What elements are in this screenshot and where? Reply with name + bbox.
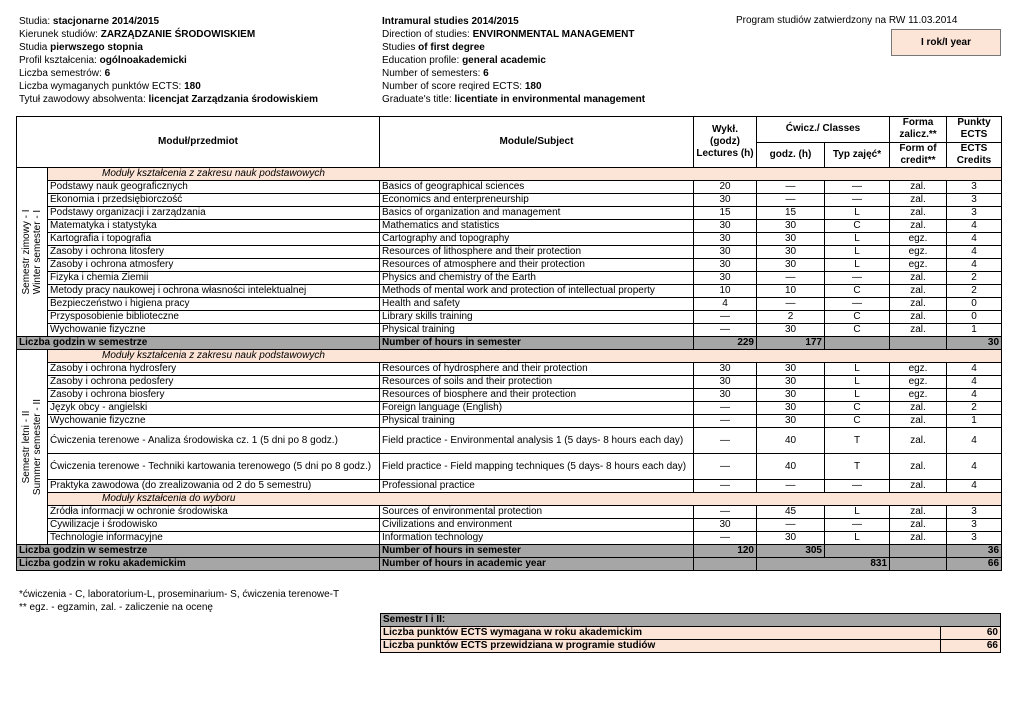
class-hours: — bbox=[757, 298, 825, 311]
course-name-pl: Źródła informacji w ochronie środowiska bbox=[48, 506, 380, 519]
winter-semester-label: Semestr zimowy - I Winter semester - I bbox=[17, 168, 48, 337]
col-form-en: Form of credit** bbox=[890, 142, 947, 168]
credit-form: zal. bbox=[890, 324, 947, 337]
credit-form: zal. bbox=[890, 298, 947, 311]
lecture-hours: 30 bbox=[694, 272, 757, 285]
course-row bbox=[17, 233, 1002, 246]
lecture-hours: 30 bbox=[694, 194, 757, 207]
year-total-label-pl: Liczba godzin w roku akademickim bbox=[17, 558, 380, 571]
credit-form: zal. bbox=[890, 506, 947, 519]
course-name-en: Economics and enterpreneurship bbox=[380, 194, 694, 207]
course-name-pl: Podstawy organizacji i zarządzania bbox=[48, 207, 380, 220]
ects-credits: 4 bbox=[947, 246, 1002, 259]
col-module-en: Module/Subject bbox=[380, 117, 694, 168]
ects-credits: 2 bbox=[947, 285, 1002, 298]
class-type: — bbox=[825, 272, 890, 285]
class-type: C bbox=[825, 324, 890, 337]
credit-form: zal. bbox=[890, 207, 947, 220]
lecture-hours: — bbox=[694, 428, 757, 454]
ects-credits: 3 bbox=[947, 207, 1002, 220]
col-ects-pl: Punkty ECTS bbox=[947, 117, 1002, 143]
course-name-en: Mathematics and statistics bbox=[380, 220, 694, 233]
class-hours: 10 bbox=[757, 285, 825, 298]
course-name-en: Methods of mental work and protection of intellectual property bbox=[380, 285, 694, 298]
class-type: T bbox=[825, 454, 890, 480]
class-hours: 40 bbox=[757, 454, 825, 480]
course-name-pl: Technologie informacyjne bbox=[48, 532, 380, 545]
class-hours: 30 bbox=[757, 259, 825, 272]
course-name-en: Library skills training bbox=[380, 311, 694, 324]
col-type: Typ zajęć* bbox=[825, 142, 890, 168]
class-type: L bbox=[825, 259, 890, 272]
course-name-en: Basics of geographical sciences bbox=[380, 181, 694, 194]
lecture-hours: — bbox=[694, 532, 757, 545]
class-type: C bbox=[825, 311, 890, 324]
ects-credits: 4 bbox=[947, 389, 1002, 402]
winter-total-label-en: Number of hours in semester bbox=[380, 337, 694, 350]
col-classes: Ćwicz./ Classes bbox=[757, 117, 890, 143]
class-hours: — bbox=[757, 480, 825, 493]
summary-required-label: Liczba punktów ECTS wymagana w roku akademickim bbox=[381, 627, 941, 640]
lecture-hours: 30 bbox=[694, 220, 757, 233]
course-name-pl: Ćwiczenia terenowe - Techniki kartowania terenowego (5 dni po 8 godz.) bbox=[48, 454, 380, 480]
course-name-pl: Język obcy - angielski bbox=[48, 402, 380, 415]
course-name-en: Resources of biosphere and their protection bbox=[380, 389, 694, 402]
ects-credits: 4 bbox=[947, 428, 1002, 454]
course-name-en: Professional practice bbox=[380, 480, 694, 493]
credit-form: egz. bbox=[890, 233, 947, 246]
class-type: L bbox=[825, 532, 890, 545]
ects-credits: 3 bbox=[947, 194, 1002, 207]
header-polish: Studia: stacjonarne 2014/2015 Kierunek studiów: ZARZĄDZANIE ŚRODOWISKIEM Studia pierwszego stopnia Profil kształcenia: ogólnoakademicki Liczba semestrów: 6 Liczba wymaganych punktów ECTS: 180 Tytuł zawodowy absolwenta: licencjat Zarządzania środowiskiem bbox=[19, 16, 319, 105]
winter-total-lectures: 229 bbox=[694, 337, 757, 350]
footnote-class-types: *ćwiczenia - C, laboratorium-L, proseminarium- S, ćwiczenia terenowe-T bbox=[19, 589, 340, 600]
course-name-en: Resources of lithosphere and their protection bbox=[380, 246, 694, 259]
course-row bbox=[17, 194, 1002, 207]
credit-form: zal. bbox=[890, 272, 947, 285]
course-name-pl: Praktyka zawodowa (do zrealizowania od 2 do 5 semestru) bbox=[48, 480, 380, 493]
credit-form: zal. bbox=[890, 285, 947, 298]
class-type: L bbox=[825, 376, 890, 389]
course-row bbox=[17, 246, 1002, 259]
credit-form: zal. bbox=[890, 220, 947, 233]
course-row bbox=[17, 376, 1002, 389]
course-name-en: Foreign language (English) bbox=[380, 402, 694, 415]
lecture-hours: 30 bbox=[694, 246, 757, 259]
course-name-en: Cartography and topography bbox=[380, 233, 694, 246]
year-total-ects: 66 bbox=[947, 558, 1002, 571]
class-hours: 30 bbox=[757, 415, 825, 428]
course-name-pl: Cywilizacje i środowisko bbox=[48, 519, 380, 532]
class-hours: 15 bbox=[757, 207, 825, 220]
class-type: — bbox=[825, 480, 890, 493]
class-hours: 30 bbox=[757, 220, 825, 233]
ects-credits: 4 bbox=[947, 363, 1002, 376]
winter-total bbox=[17, 337, 1002, 350]
credit-form: zal. bbox=[890, 454, 947, 480]
summer-semester bbox=[17, 350, 1002, 545]
ects-credits: 4 bbox=[947, 259, 1002, 272]
lecture-hours: — bbox=[694, 324, 757, 337]
year-badge: I rok/I year bbox=[891, 29, 1001, 56]
col-lectures: Wykł. (godz) Lectures (h) bbox=[694, 117, 757, 168]
course-name-pl: Wychowanie fizyczne bbox=[48, 415, 380, 428]
ects-credits: 4 bbox=[947, 480, 1002, 493]
course-row bbox=[17, 389, 1002, 402]
summer-total-label-en: Number of hours in semester bbox=[380, 545, 694, 558]
col-form-pl: Forma zalicz.** bbox=[890, 117, 947, 143]
course-row bbox=[17, 259, 1002, 272]
col-hours: godz. (h) bbox=[757, 142, 825, 168]
course-name-pl: Przysposobienie biblioteczne bbox=[48, 311, 380, 324]
credit-form: zal. bbox=[890, 402, 947, 415]
class-type: — bbox=[825, 298, 890, 311]
ects-credits: 3 bbox=[947, 181, 1002, 194]
course-name-pl: Ćwiczenia terenowe - Analiza środowiska cz. 1 (5 dni po 8 godz.) bbox=[48, 428, 380, 454]
course-name-pl: Zasoby i ochrona litosfery bbox=[48, 246, 380, 259]
class-hours: — bbox=[757, 181, 825, 194]
credit-form: zal. bbox=[890, 194, 947, 207]
lecture-hours: 30 bbox=[694, 363, 757, 376]
class-hours: — bbox=[757, 519, 825, 532]
course-row bbox=[17, 311, 1002, 324]
course-name-pl: Zasoby i ochrona hydrosfery bbox=[48, 363, 380, 376]
lecture-hours: — bbox=[694, 454, 757, 480]
class-type: L bbox=[825, 246, 890, 259]
ects-credits: 2 bbox=[947, 402, 1002, 415]
ects-credits: 1 bbox=[947, 415, 1002, 428]
summer-group-header: Moduły kształcenia z zakresu nauk podstawowych bbox=[48, 350, 1002, 363]
ects-credits: 4 bbox=[947, 233, 1002, 246]
course-row bbox=[17, 454, 1002, 480]
ects-credits: 0 bbox=[947, 298, 1002, 311]
course-name-en: Resources of atmosphere and their protection bbox=[380, 259, 694, 272]
class-type: — bbox=[825, 519, 890, 532]
course-name-pl: Zasoby i ochrona pedosfery bbox=[48, 376, 380, 389]
course-name-en: Physical training bbox=[380, 415, 694, 428]
course-row bbox=[17, 519, 1002, 532]
ects-summary bbox=[380, 613, 1001, 653]
credit-form: zal. bbox=[890, 181, 947, 194]
course-row bbox=[17, 532, 1002, 545]
course-row bbox=[17, 363, 1002, 376]
course-row bbox=[17, 428, 1002, 454]
class-type: C bbox=[825, 402, 890, 415]
class-type: T bbox=[825, 428, 890, 454]
class-type: C bbox=[825, 415, 890, 428]
class-hours: 30 bbox=[757, 324, 825, 337]
class-type: L bbox=[825, 389, 890, 402]
footnotes bbox=[19, 588, 339, 614]
lecture-hours: 30 bbox=[694, 389, 757, 402]
ects-credits: 3 bbox=[947, 532, 1002, 545]
course-name-pl: Matematyka i statystyka bbox=[48, 220, 380, 233]
course-row bbox=[17, 506, 1002, 519]
course-name-en: Physics and chemistry of the Earth bbox=[380, 272, 694, 285]
credit-form: egz. bbox=[890, 246, 947, 259]
class-hours: 30 bbox=[757, 246, 825, 259]
summer-total-hours: 305 bbox=[757, 545, 825, 558]
col-ects-en: ECTS Credits bbox=[947, 142, 1002, 168]
col-module-pl: Moduł/przedmiot bbox=[17, 117, 380, 168]
credit-form: zal. bbox=[890, 532, 947, 545]
course-row bbox=[17, 480, 1002, 493]
study-plan-table bbox=[16, 116, 1002, 571]
class-type: L bbox=[825, 207, 890, 220]
class-hours: 30 bbox=[757, 233, 825, 246]
lecture-hours: 30 bbox=[694, 519, 757, 532]
course-row bbox=[17, 324, 1002, 337]
approval-note: Program studiów zatwierdzony na RW 11.03.2014 bbox=[736, 15, 958, 26]
course-row bbox=[17, 207, 1002, 220]
class-hours: — bbox=[757, 194, 825, 207]
ects-credits: 4 bbox=[947, 454, 1002, 480]
lecture-hours: 30 bbox=[694, 259, 757, 272]
class-hours: 30 bbox=[757, 389, 825, 402]
course-row bbox=[17, 285, 1002, 298]
ects-credits: 2 bbox=[947, 272, 1002, 285]
summer-total-ects: 36 bbox=[947, 545, 1002, 558]
ects-credits: 0 bbox=[947, 311, 1002, 324]
course-name-pl: Bezpieczeństwo i higiena pracy bbox=[48, 298, 380, 311]
lecture-hours: — bbox=[694, 311, 757, 324]
summary-required-value: 60 bbox=[941, 627, 1001, 640]
summary-planned-value: 66 bbox=[941, 640, 1001, 653]
lecture-hours: — bbox=[694, 402, 757, 415]
ects-credits: 1 bbox=[947, 324, 1002, 337]
lecture-hours: — bbox=[694, 480, 757, 493]
course-name-en: Field practice - Environmental analysis 1 (5 days- 8 hours each day) bbox=[380, 428, 694, 454]
course-name-en: Information technology bbox=[380, 532, 694, 545]
summary-heading: Semestr I i II: bbox=[381, 614, 1001, 627]
winter-total-hours: 177 bbox=[757, 337, 825, 350]
credit-form: egz. bbox=[890, 376, 947, 389]
summer-total bbox=[17, 545, 1002, 571]
class-hours: — bbox=[757, 272, 825, 285]
class-hours: 2 bbox=[757, 311, 825, 324]
credit-form: egz. bbox=[890, 259, 947, 272]
course-name-en: Sources of environmental protection bbox=[380, 506, 694, 519]
lecture-hours: 15 bbox=[694, 207, 757, 220]
class-type: L bbox=[825, 233, 890, 246]
course-row bbox=[17, 220, 1002, 233]
class-type: C bbox=[825, 220, 890, 233]
credit-form: egz. bbox=[890, 363, 947, 376]
winter-total-ects: 30 bbox=[947, 337, 1002, 350]
course-name-en: Field practice - Field mapping techniques (5 days- 8 hours each day) bbox=[380, 454, 694, 480]
winter-total-label-pl: Liczba godzin w semestrze bbox=[17, 337, 380, 350]
course-name-pl: Podstawy nauk geograficznych bbox=[48, 181, 380, 194]
credit-form: zal. bbox=[890, 428, 947, 454]
summer-semester-label: Semestr letni - II Summer semester - II bbox=[17, 350, 48, 545]
footnote-credit-forms: ** egz. - egzamin, zal. - zaliczenie na ocenę bbox=[19, 602, 213, 613]
summary-planned-label: Liczba punktów ECTS przewidziana w programie studiów bbox=[381, 640, 941, 653]
course-name-pl: Kartografia i topografia bbox=[48, 233, 380, 246]
course-row bbox=[17, 298, 1002, 311]
credit-form: zal. bbox=[890, 415, 947, 428]
course-name-pl: Zasoby i ochrona atmosfery bbox=[48, 259, 380, 272]
course-name-pl: Metody pracy naukowej i ochrona własności intelektualnej bbox=[48, 285, 380, 298]
class-hours: 45 bbox=[757, 506, 825, 519]
class-hours: 30 bbox=[757, 363, 825, 376]
class-hours: 30 bbox=[757, 402, 825, 415]
course-name-pl: Wychowanie fizyczne bbox=[48, 324, 380, 337]
credit-form: zal. bbox=[890, 519, 947, 532]
credit-form: egz. bbox=[890, 389, 947, 402]
course-name-pl: Ekonomia i przedsiębiorczość bbox=[48, 194, 380, 207]
lecture-hours: — bbox=[694, 415, 757, 428]
course-name-en: Health and safety bbox=[380, 298, 694, 311]
winter-group-header: Moduły kształcenia z zakresu nauk podstawowych bbox=[48, 168, 1002, 181]
class-hours: 30 bbox=[757, 376, 825, 389]
course-name-pl: Fizyka i chemia Ziemii bbox=[48, 272, 380, 285]
course-name-en: Civilizations and environment bbox=[380, 519, 694, 532]
class-type: L bbox=[825, 363, 890, 376]
lecture-hours: 30 bbox=[694, 233, 757, 246]
credit-form: zal. bbox=[890, 480, 947, 493]
lecture-hours: 4 bbox=[694, 298, 757, 311]
summer-total-lectures: 120 bbox=[694, 545, 757, 558]
class-type: — bbox=[825, 181, 890, 194]
header-english: Intramural studies 2014/2015 Direction of studies: ENVIRONMENTAL MANAGEMENT Studies of first degree Education profile: general academic Number of semesters: 6 Number of score reqired ECTS: 180 Graduate's title: licentiate in environmental management bbox=[382, 16, 646, 105]
course-name-en: Physical training bbox=[380, 324, 694, 337]
lecture-hours: 10 bbox=[694, 285, 757, 298]
lecture-hours: 20 bbox=[694, 181, 757, 194]
class-type: L bbox=[825, 506, 890, 519]
credit-form: zal. bbox=[890, 311, 947, 324]
ects-credits: 3 bbox=[947, 506, 1002, 519]
course-name-pl: Zasoby i ochrona biosfery bbox=[48, 389, 380, 402]
ects-credits: 4 bbox=[947, 376, 1002, 389]
summer-total-label-pl: Liczba godzin w semestrze bbox=[17, 545, 380, 558]
elective-group-header: Moduły kształcenia do wyboru bbox=[48, 493, 1002, 506]
lecture-hours: 30 bbox=[694, 376, 757, 389]
course-row bbox=[17, 402, 1002, 415]
course-name-en: Resources of hydrosphere and their protection bbox=[380, 363, 694, 376]
class-type: — bbox=[825, 194, 890, 207]
ects-credits: 3 bbox=[947, 519, 1002, 532]
course-row bbox=[17, 415, 1002, 428]
winter-semester bbox=[17, 168, 1002, 337]
year-total-hours: 831 bbox=[757, 558, 890, 571]
class-hours: 40 bbox=[757, 428, 825, 454]
class-type: C bbox=[825, 285, 890, 298]
course-name-en: Resources of soils and their protection bbox=[380, 376, 694, 389]
course-row bbox=[17, 272, 1002, 285]
lecture-hours: — bbox=[694, 506, 757, 519]
year-total-label-en: Number of hours in academic year bbox=[380, 558, 694, 571]
ects-credits: 4 bbox=[947, 220, 1002, 233]
class-hours: 30 bbox=[757, 532, 825, 545]
course-row bbox=[17, 181, 1002, 194]
course-name-en: Basics of organization and management bbox=[380, 207, 694, 220]
